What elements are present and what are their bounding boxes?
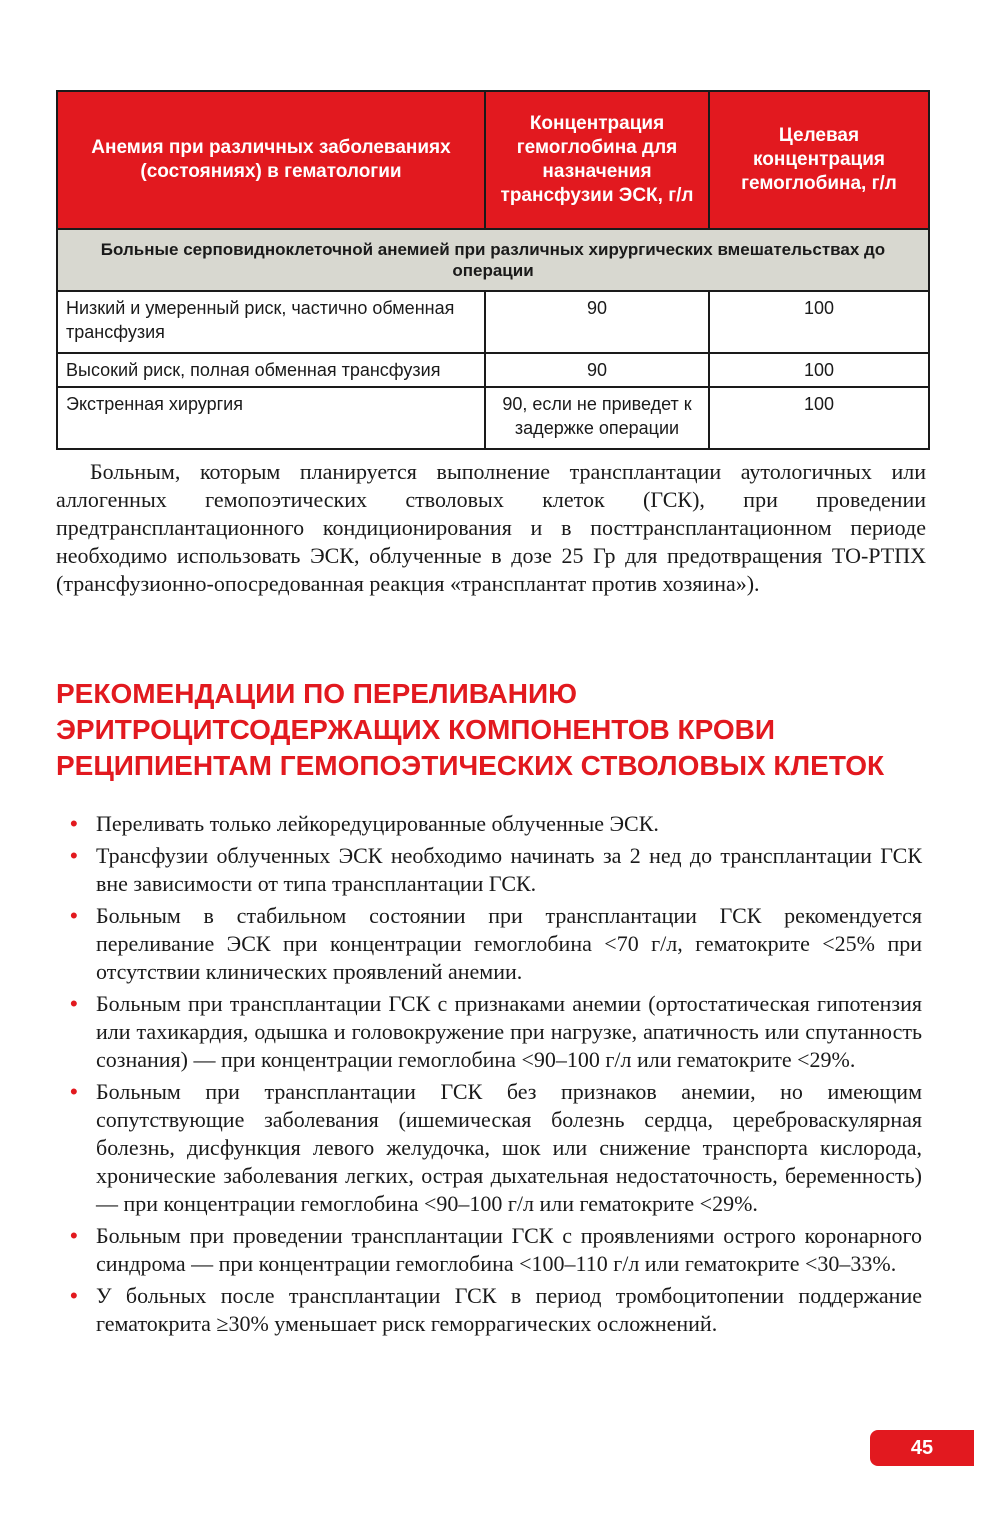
bullet-icon: •: [70, 1079, 78, 1104]
body-paragraph: Больным, которым планируется выполнение трансплантации аутологичных или аллогенных гемопоэтических стволовых клеток (ГСК), при проведении предтрансплантационного кондиционирования и в посттрансплантационном периоде необходимо использовать ЭСК, облученные в дозе 25 Гр для предотвращения ТО-РТПХ (трансфузионно-опосредованная реакция «трансплантат против хозяина»).: [56, 459, 926, 596]
header-condition: Анемия при различных заболеваниях (состояниях) в гематологии: [57, 91, 485, 229]
list-item-text: Больным при трансплантации ГСК без признаков анемии, но имеющим сопутствующие заболевания (ишемическая болезнь сердца, цереброваскулярная болезнь, дисфункция левого желудочка, шок или снижение транспорта кислорода, хронические заболевания легких, острая дыхательная недостаточность, беременность) — при концентрации гемоглобина <90–100 г/л или гематокрите <29%.: [96, 1079, 922, 1216]
cell-target: 100: [709, 353, 929, 387]
list-item: [56, 842, 922, 898]
list-item: [56, 990, 922, 1074]
bullet-icon: •: [70, 1223, 78, 1248]
cell-condition: Низкий и умеренный риск, частично обменная трансфузия: [57, 291, 485, 353]
list-item-text: Больным в стабильном состоянии при трансплантации ГСК рекомендуется переливание ЭСК при концентрации гемоглобина <70 г/л, гематокрите <25% при отсутствии клинических проявлений анемии.: [96, 903, 922, 984]
list-item: [56, 810, 922, 838]
page-number-badge: 45: [870, 1430, 974, 1466]
list-item-text: Больным при проведении трансплантации ГСК с проявлениями острого коронарного синдрома — при концентрации гемоглобина <100–110 г/л или гематокрите <30–33%.: [96, 1223, 922, 1276]
list-item-text: Переливать только лейкоредуцированные облученные ЭСК.: [96, 811, 659, 836]
cell-threshold: 90: [485, 353, 709, 387]
cell-target: 100: [709, 291, 929, 353]
list-item: [56, 1282, 922, 1338]
list-item-text: Трансфузии облученных ЭСК необходимо начинать за 2 нед до трансплантации ГСК вне зависимости от типа трансплантации ГСК.: [96, 843, 922, 896]
table-subheader: Больные серповидноклеточной анемией при различных хирургических вмешательствах до операции: [57, 229, 929, 291]
cell-condition: Экстренная хирургия: [57, 387, 485, 449]
table-row: [57, 291, 929, 353]
table-subheader-row: [57, 229, 929, 291]
section-heading: РЕКОМЕНДАЦИИ ПО ПЕРЕЛИВАНИЮ ЭРИТРОЦИТСОДЕРЖАЩИХ КОМПОНЕНТОВ КРОВИ РЕЦИПИЕНТАМ ГЕМОПОЭТИЧЕСКИХ СТВОЛОВЫХ КЛЕТОК: [56, 678, 885, 781]
transfusion-table: [56, 90, 930, 450]
list-item-text: У больных после трансплантации ГСК в период тромбоцитопении поддержание гематокрита ≥30% уменьшает риск геморрагических осложнений.: [96, 1283, 922, 1336]
list-item: [56, 1222, 922, 1278]
cell-threshold: 90: [485, 291, 709, 353]
list-item-text: Больным при трансплантации ГСК с признаками анемии (ортостатическая гипотензия или тахикардия, одышка и головокружение при нагрузке, апатичность или спутанность сознания) — при концентрации гемоглобина <90–100 г/л или гематокрите <29%.: [96, 991, 922, 1072]
header-threshold: Концентрация гемоглобина для назначения трансфузии ЭСК, г/л: [485, 91, 709, 229]
list-item: [56, 902, 922, 986]
table-header-row: [57, 91, 929, 229]
cell-target: 100: [709, 387, 929, 449]
table-row: [57, 353, 929, 387]
header-target: Целевая концентрация гемоглобина, г/л: [709, 91, 929, 229]
bullet-icon: •: [70, 843, 78, 868]
list-item: [56, 1078, 922, 1218]
cell-threshold: 90, если не приведет к задержке операции: [485, 387, 709, 449]
bullet-icon: •: [70, 903, 78, 928]
table-row: [57, 387, 929, 449]
cell-condition: Высокий риск, полная обменная трансфузия: [57, 353, 485, 387]
bullet-icon: •: [70, 991, 78, 1016]
bullet-icon: •: [70, 811, 78, 836]
bullet-icon: •: [70, 1283, 78, 1308]
recommendation-list: [56, 810, 922, 1342]
